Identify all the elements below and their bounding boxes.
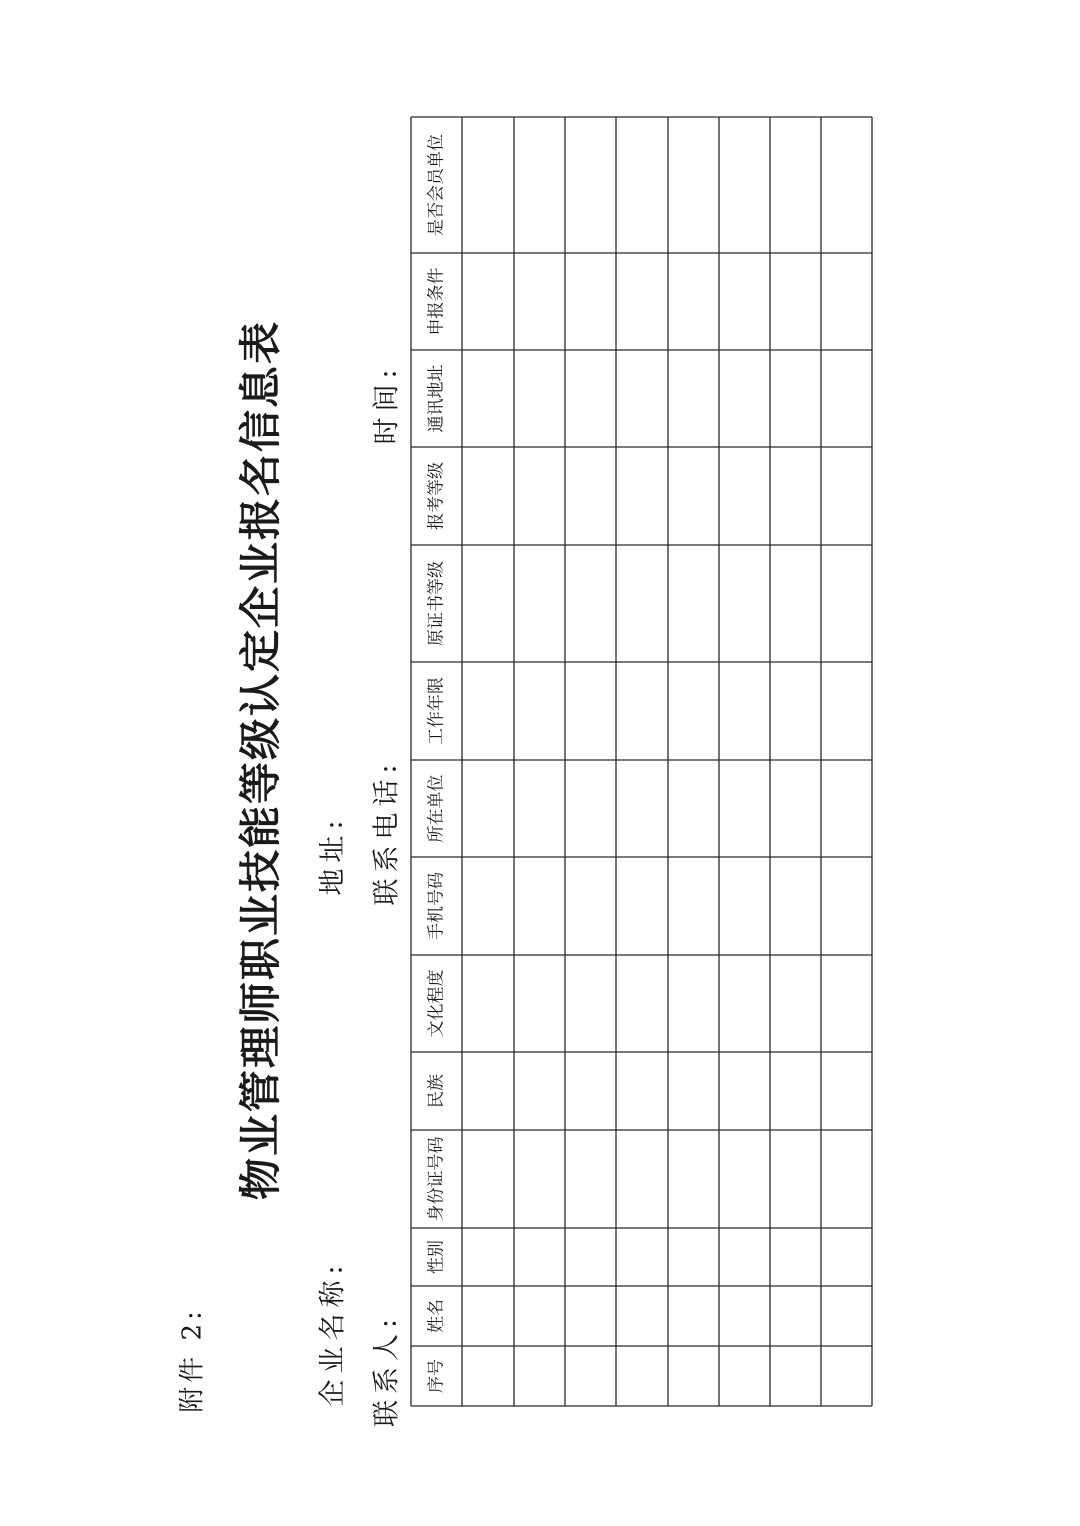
table-header-cell: 文化程度 <box>426 969 447 1038</box>
table-header-cell: 通讯地址 <box>426 364 447 433</box>
attachment-label: 附件 2: <box>177 1307 208 1413</box>
address-label: 地址: <box>317 814 349 896</box>
table-header-cell: 是否会员单位 <box>426 134 447 236</box>
contact-person-label: 联系人: <box>371 1312 403 1428</box>
table-header-cell: 性别 <box>426 1240 447 1274</box>
contact-phone-label: 联系电话: <box>371 758 403 906</box>
table-header-cell: 序号 <box>426 1359 447 1393</box>
table-header-cell: 民族 <box>426 1074 447 1108</box>
time-label: 时间: <box>371 363 403 445</box>
table-header-cell: 手机号码 <box>426 872 447 940</box>
company-name-label: 企业名称: <box>317 1259 349 1407</box>
document-title: 物业管理师职业技能等级认定企业报名信息表 <box>236 319 285 1201</box>
table-header-cell: 报考等级 <box>426 462 447 530</box>
table-header-cell: 申报条件 <box>426 267 447 336</box>
table-header-cell: 身份证号码 <box>426 1136 447 1222</box>
table-header-cell: 所在单位 <box>426 774 447 843</box>
table-header-cell: 工作年限 <box>426 677 447 745</box>
table-header-cell: 原证书等级 <box>426 561 447 646</box>
table-header-cell: 姓名 <box>426 1299 447 1333</box>
